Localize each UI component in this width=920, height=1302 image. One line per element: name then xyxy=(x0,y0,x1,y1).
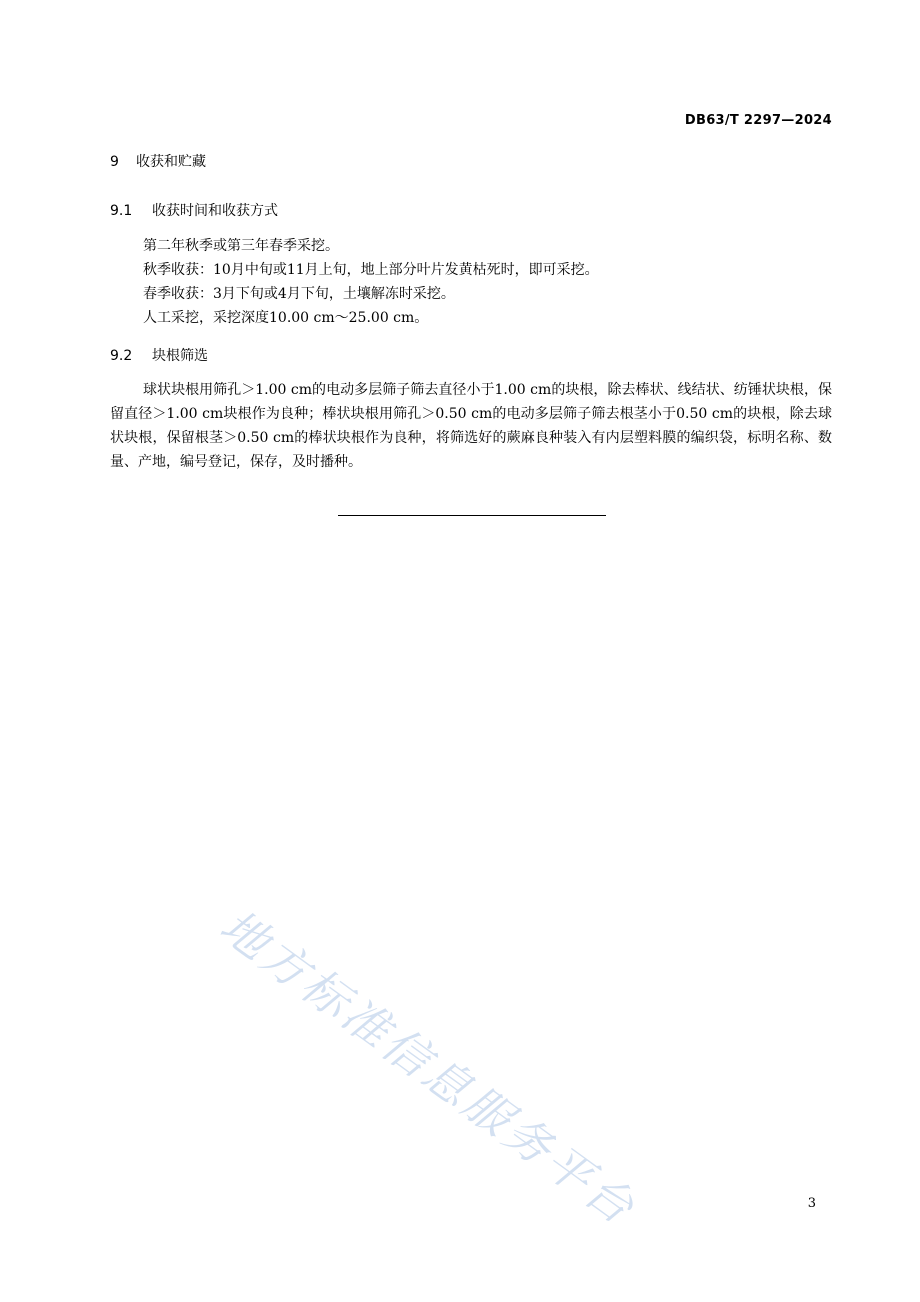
body-line: 人工采挖，采挖深度10.00 cm～25.00 cm。 xyxy=(143,310,429,326)
section-9-1-heading xyxy=(110,200,278,220)
section-number: 9.2 xyxy=(110,348,133,364)
section-title: 收获和贮藏 xyxy=(136,154,206,170)
document-code: DB63/T 2297—2024 xyxy=(684,113,832,128)
section-9-heading xyxy=(110,151,206,171)
body-line: 秋季收获：10月中旬或11月上旬，地上部分叶片发黄枯死时，即可采挖。 xyxy=(143,262,599,278)
body-line: 第二年秋季或第三年春季采挖。 xyxy=(143,238,339,254)
section-9-2-body xyxy=(110,378,832,474)
page-number: 3 xyxy=(807,1196,816,1211)
body-line: 春季收获：3月下旬或4月下旬，土壤解冻时采挖。 xyxy=(143,286,455,302)
section-title: 收获时间和收获方式 xyxy=(152,203,278,219)
section-9-1-body xyxy=(143,234,599,330)
end-of-document-rule xyxy=(338,515,606,516)
section-number: 9 xyxy=(110,154,119,170)
section-number: 9.1 xyxy=(110,203,133,219)
body-paragraph: 球状块根用筛孔＞1.00 cm的电动多层筛子筛去直径小于1.00 cm的块根，除去棒状、线结状、纺锤状块根，保留直径＞1.00 cm块根作为良种；棒状块根用筛孔＞0.50 cm的电动多层筛子筛去根茎小于0.50 cm的块根，除去球状块根，保留根茎＞0.50 cm的棒状块根作为良种，将筛选好的蕨麻良种装入有内层塑料膜的编织袋，标明名称、数量、产地，编号登记，保存，及时播种。 xyxy=(110,382,832,470)
section-9-2-heading xyxy=(110,345,208,365)
watermark: 地方标准信息服务平台 xyxy=(210,898,647,1237)
section-title: 块根筛选 xyxy=(152,348,208,364)
